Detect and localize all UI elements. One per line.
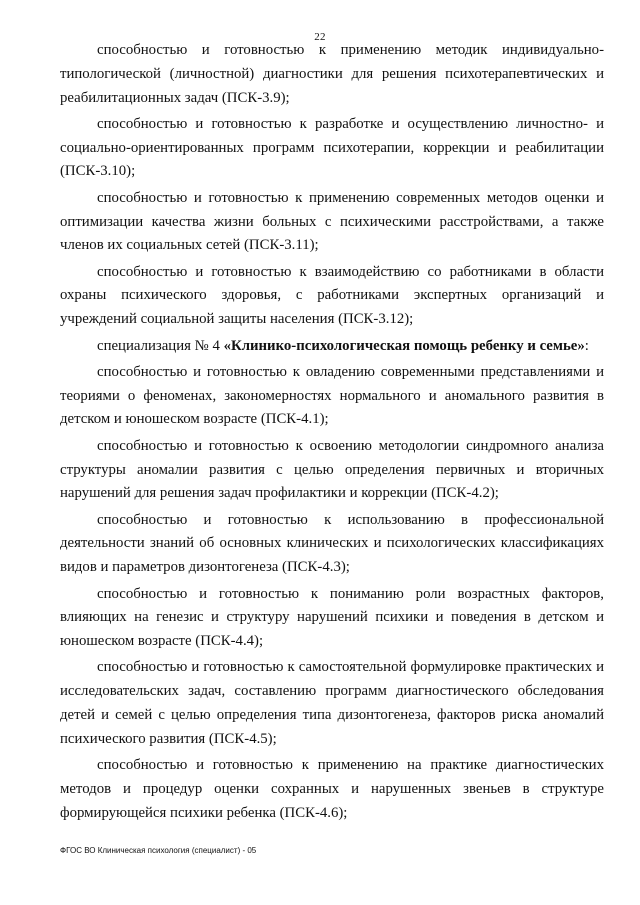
- paragraph-psk-3-9: способностью и готовностью к применению методик индивидуально-типологической (личностной) диагностики для решения психотерапевтических и реабилитационных задач (ПСК-3.9);: [60, 42, 604, 106]
- paragraph-psk-4-4: способностью и готовностью к пониманию роли возрастных факторов, влияющих на генезис и структуру нарушений психики и поведения в детском и юношеском возрасте (ПСК-4.4);: [60, 585, 604, 650]
- paragraph-psk-4-2: способностью и готовностью к освоению методологии синдромного анализа структуры аномалии развития с целью определения первичных и вторичных нарушений для решения задач профилактики и коррекции (ПСК-4.2);: [60, 437, 604, 502]
- paragraph-psk-4-3: способностью и готовностью к использованию в профессиональной деятельности знаний об основных клинических и психологических классификациях видов и параметров дизонтогенеза (ПСК-4.3);: [60, 511, 604, 576]
- paragraph-psk-4-1: способностью и готовностью к овладению современными представлениями и теориями о феноменах, закономерностях нормального и аномального развития в детском и юношеском возрасте (ПСК-4.1);: [60, 363, 604, 428]
- document-body: [60, 39, 604, 828]
- document-footer: ФГОС ВО Клиническая психология (специалист) - 05: [60, 846, 257, 855]
- paragraph-psk-4-6: способностью и готовностью к применению на практике диагностических методов и процедур оценки сохранных и нарушенных звеньев в структуре формирующейся психики ребенка (ПСК-4.6);: [60, 757, 604, 821]
- specialization-title: «Клинико-психологическая помощь ребенку и семье»: [223, 337, 585, 354]
- paragraph-psk-3-12: способностью и готовностью к взаимодействию со работниками в области охраны психического здоровья, с работниками экспертных организаций и учреждений социальной защиты населения (ПСК-3.12);: [60, 263, 604, 328]
- paragraph-psk-4-5: способностью и готовностью к самостоятельной формулировке практических и исследовательских задач, составлению программ диагностического обследования детей и семей с целью определения типа дизонтогенеза, факторов риска аномалий психического развития (ПСК-4.5);: [60, 659, 604, 747]
- specialization-heading: [60, 335, 604, 361]
- paragraph-psk-3-10: способностью и готовностью к разработке и осуществлению личностно- и социально-ориентированных программ психотерапии, коррекции и реабилитации (ПСК-3.10);: [60, 115, 604, 180]
- specialization-suffix: :: [584, 337, 589, 354]
- paragraph-psk-3-11: способностью и готовностью к применению современных методов оценки и оптимизации качества жизни больных с психическими расстройствами, а также членов их социальных сетей (ПСК-3.11);: [60, 189, 604, 254]
- specialization-prefix: специализация № 4: [97, 337, 224, 354]
- page-number: 22: [314, 31, 326, 43]
